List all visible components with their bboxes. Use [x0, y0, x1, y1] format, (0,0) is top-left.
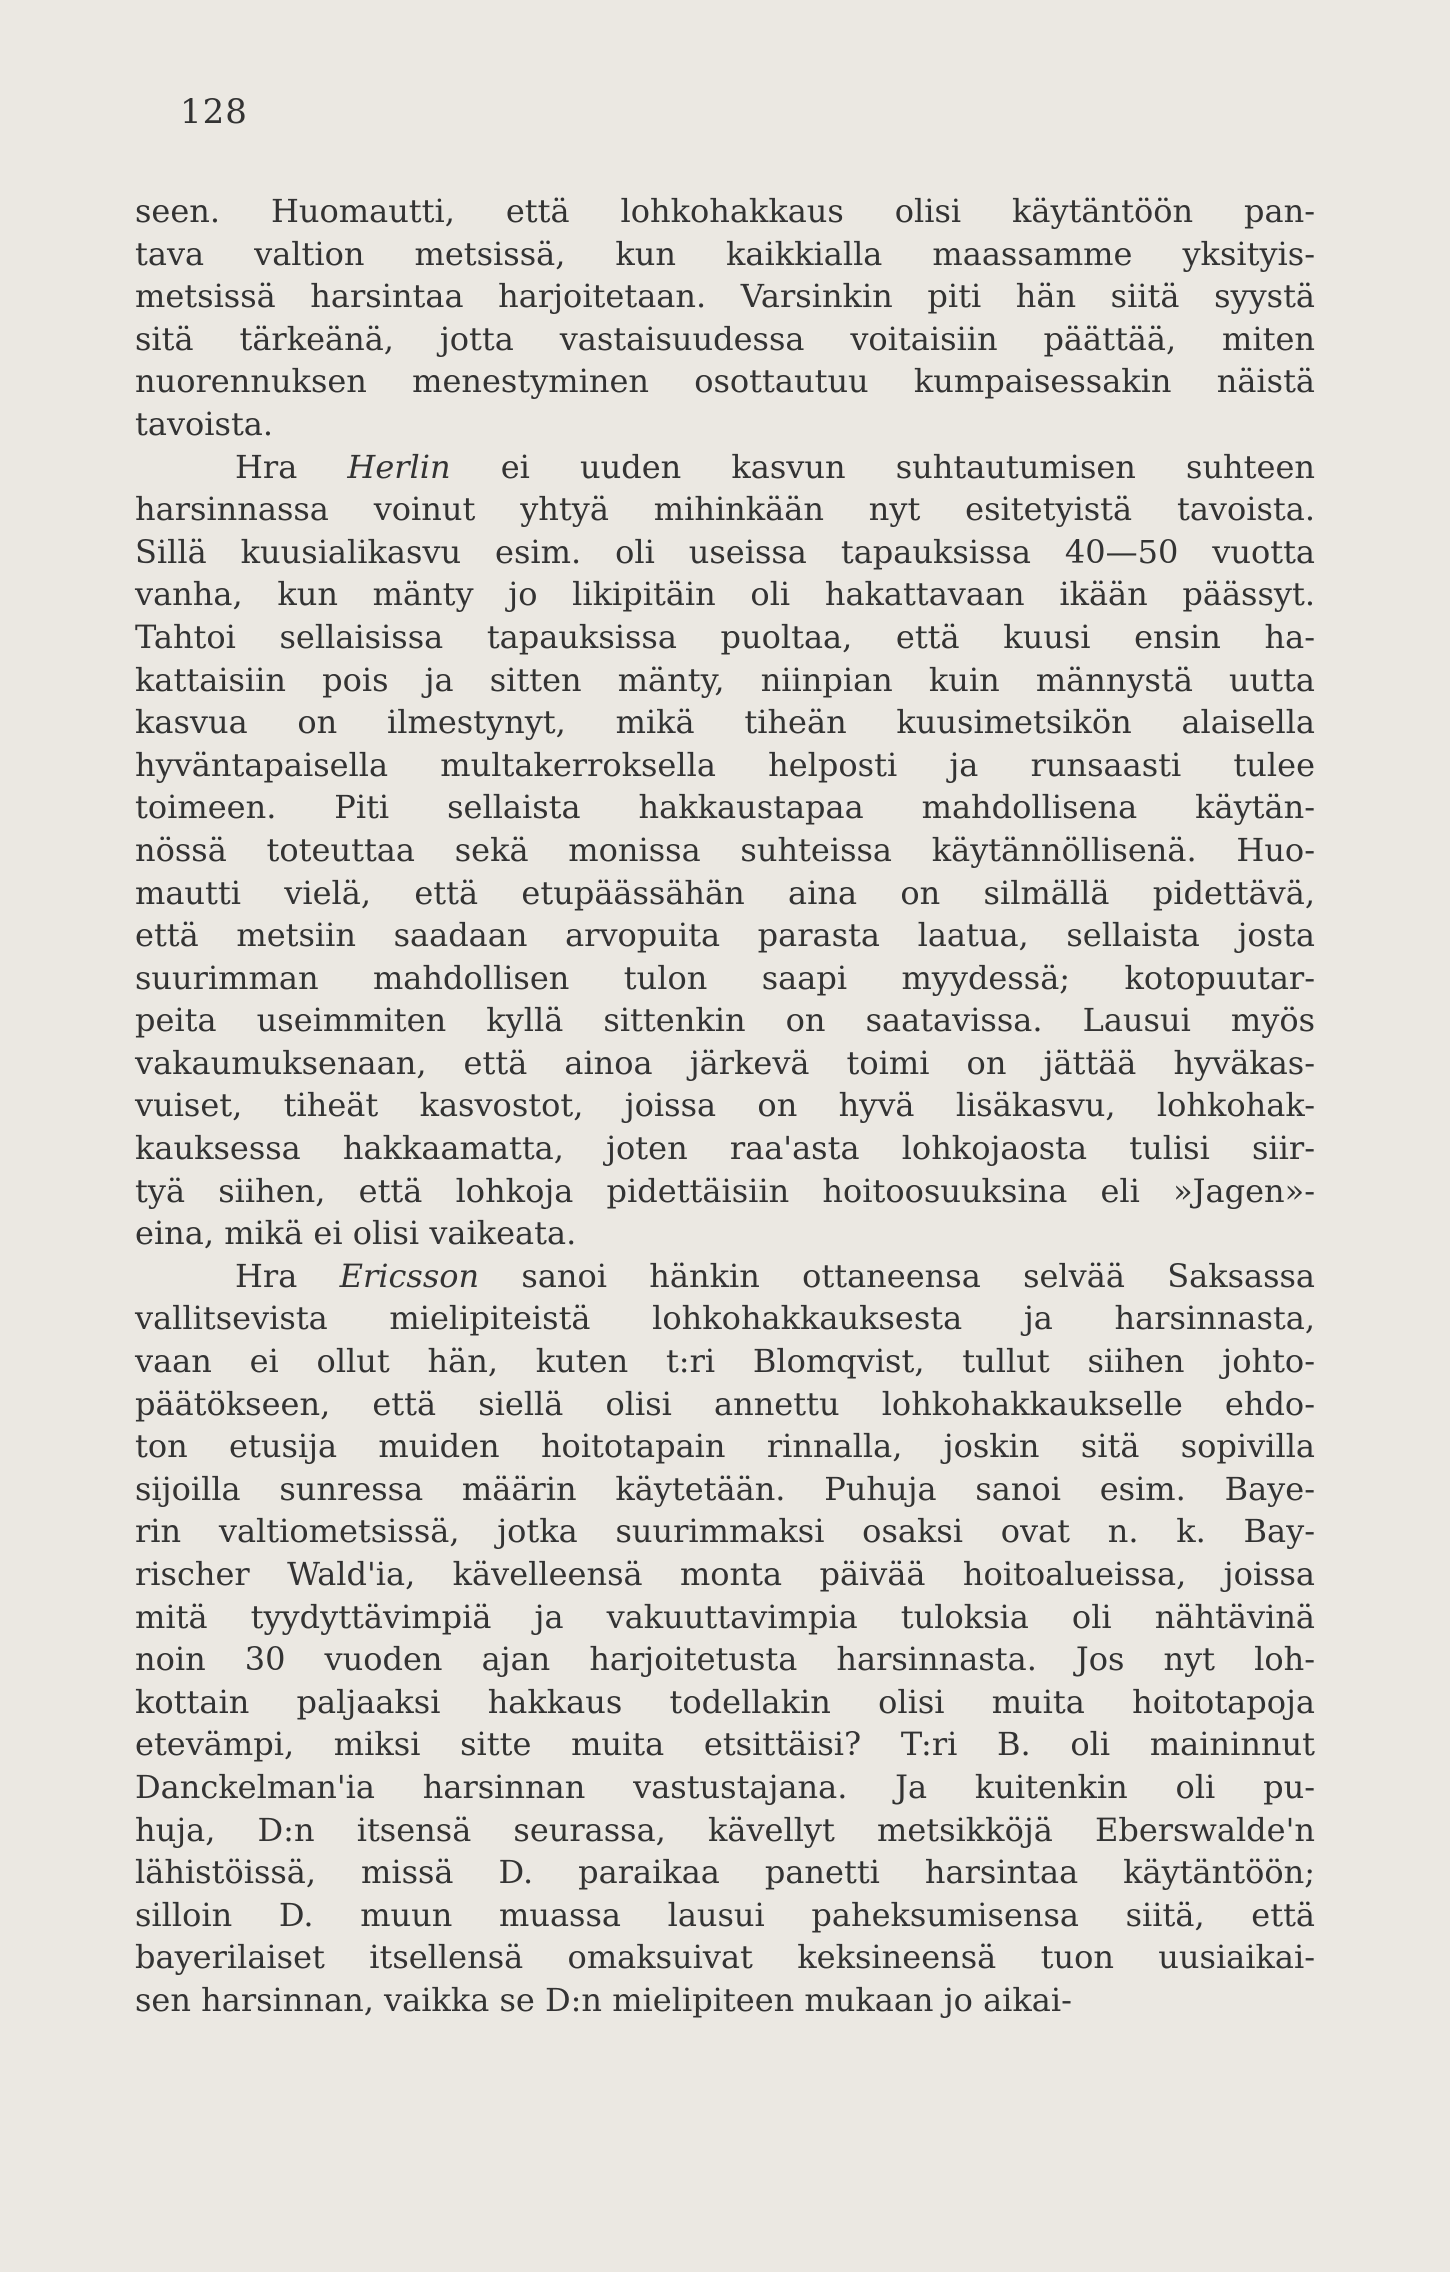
text-line: sijoilla sunressa määrin käytetään. Puhuja sanoi esim. Baye- — [135, 1469, 1315, 1508]
text-line: mitä tyydyttävimpiä ja vakuuttavimpia tuloksia oli nähtävinä — [135, 1597, 1315, 1636]
text-line: kauksessa hakkaamatta, joten raa'asta lohkojaosta tulisi siir- — [135, 1129, 1315, 1168]
text-line: noin 30 vuoden ajan harjoitetusta harsinnasta. Jos nyt loh- — [135, 1640, 1315, 1679]
text-line: nössä toteuttaa sekä monissa suhteissa käytännöllisenä. Huo- — [135, 830, 1315, 869]
text-line: nuorennuksen menestyminen osottautuu kumpaisessakin näistä — [135, 362, 1315, 401]
text-line: tyä siihen, että lohkoja pidettäisiin hoitoosuuksina eli »Jagen»- — [135, 1171, 1315, 1210]
text-line: silloin D. muun muassa lausui paheksumisensa siitä, että — [135, 1895, 1315, 1934]
text-line: huja, D:n itsensä seurassa, kävellyt metsikköjä Eberswalde'n — [135, 1810, 1315, 1849]
line-prefix: Hra — [235, 447, 348, 486]
text-line: lähistöissä, missä D. paraikaa panetti harsintaa käytäntöön; — [135, 1853, 1315, 1892]
text-line: vanha, kun mänty jo likipitäin oli hakattavaan ikään päässyt. — [135, 575, 1315, 614]
speaker-name: Ericsson — [339, 1256, 480, 1295]
text-line: kottain paljaaksi hakkaus todellakin olisi muita hoitotapoja — [135, 1682, 1315, 1721]
text-line: ton etusija muiden hoitotapain rinnalla, joskin sitä sopivilla — [135, 1427, 1315, 1466]
text-line: harsinnassa voinut yhtyä mihinkään nyt esitetyistä tavoista. — [135, 490, 1315, 529]
text-line: että metsiin saadaan arvopuita parasta laatua, sellaista josta — [135, 916, 1315, 955]
body-text — [135, 190, 1315, 2022]
text-line: seen. Huomautti, että lohkohakkaus olisi käytäntöön pan- — [135, 192, 1315, 230]
text-line: vaan ei ollut hän, kuten t:ri Blomqvist, tullut siihen johto- — [135, 1342, 1315, 1381]
text-line: sitä tärkeänä, jotta vastaisuudessa voitaisiin päättää, miten — [135, 319, 1315, 358]
text-line: etevämpi, miksi sitte muita etsittäisi? T:ri B. oli maininnut — [135, 1725, 1315, 1764]
text-line: bayerilaiset itsellensä omaksuivat keksineensä tuon uusiaikai- — [135, 1938, 1315, 1977]
text-line: eina, mikä ei olisi vaikeata. — [135, 1214, 577, 1253]
text-line — [135, 1255, 1315, 1298]
text-line: kasvua on ilmestynyt, mikä tiheän kuusimetsikön alaisella — [135, 703, 1315, 742]
text-line: suurimman mahdollisen tulon saapi myydessä; kotopuutar- — [135, 958, 1315, 997]
line-prefix: Hra — [235, 1256, 340, 1295]
text-line: metsissä harsintaa harjoitetaan. Varsinkin piti hän siitä syystä — [135, 277, 1315, 316]
text-line: Sillä kuusialikasvu esim. oli useissa tapauksissa 40—50 vuotta — [135, 532, 1315, 571]
text-line: rin valtiometsissä, jotka suurimmaksi osaksi ovat n. k. Bay- — [135, 1512, 1315, 1551]
text-line: päätökseen, että siellä olisi annettu lohkohakkaukselle ehdo- — [135, 1384, 1315, 1423]
text-line: rischer Wald'ia, kävelleensä monta päivää hoitoalueissa, joissa — [135, 1555, 1315, 1593]
speaker-name: Herlin — [347, 447, 451, 486]
text-line: vakaumuksenaan, että ainoa järkevä toimi on jättää hyväkas- — [135, 1043, 1315, 1082]
text-line: sen harsinnan, vaikka se D:n mielipiteen mukaan jo aikai- — [135, 1980, 1072, 2019]
text-line: peita useimmiten kyllä sittenkin on saatavissa. Lausui myös — [135, 1001, 1315, 1040]
text-line: Danckelman'ia harsinnan vastustajana. Ja kuitenkin oli pu- — [135, 1767, 1315, 1806]
page-number: 128 — [180, 92, 248, 132]
text-line: Tahtoi sellaisissa tapauksissa puoltaa, että kuusi ensin ha- — [135, 617, 1315, 656]
text-line: hyväntapaisella multakerroksella helposti ja runsaasti tulee — [135, 745, 1315, 784]
text-line: tavoista. — [135, 404, 274, 443]
text-line: kattaisiin pois ja sitten mänty, niinpian kuin männystä uutta — [135, 660, 1315, 699]
text-line: vuiset, tiheät kasvostot, joissa on hyvä lisäkasvu, lohkohak- — [135, 1086, 1315, 1125]
line-suffix: sanoi hänkin ottaneensa selvää Saksassa — [479, 1256, 1316, 1295]
text-line: mautti vielä, että etupäässähän aina on silmällä pidettävä, — [135, 873, 1315, 912]
text-line: toimeen. Piti sellaista hakkaustapaa mahdollisena käytän- — [135, 788, 1315, 827]
text-line — [135, 446, 1315, 489]
text-line: tava valtion metsissä, kun kaikkialla maassamme yksityis- — [135, 234, 1315, 273]
line-suffix: ei uuden kasvun suhtautumisen suhteen — [450, 447, 1316, 486]
text-line: vallitsevista mielipiteistä lohkohakkauksesta ja harsinnasta, — [135, 1299, 1315, 1338]
